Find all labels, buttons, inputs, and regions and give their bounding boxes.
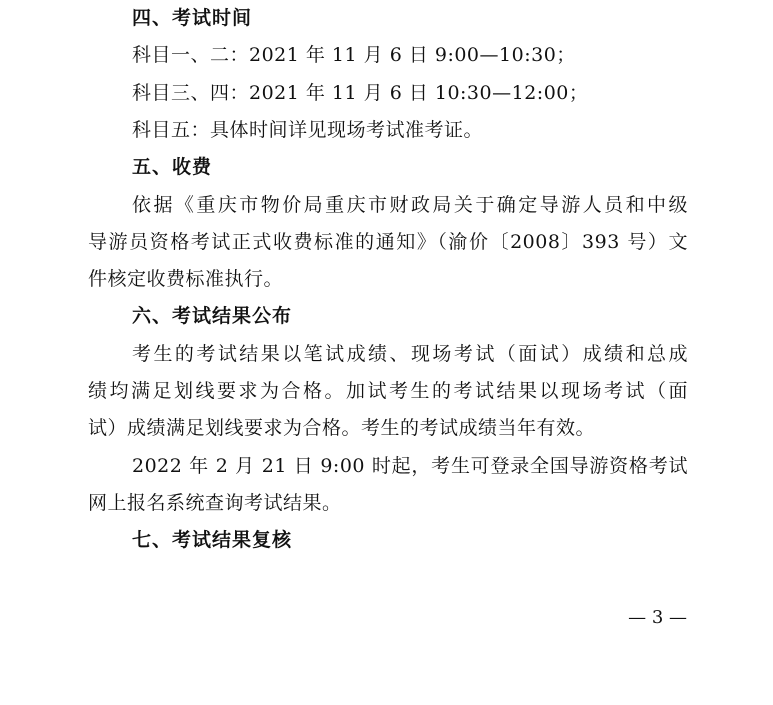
section-heading-exam-time: 四、考试时间 (132, 7, 253, 29)
results-date-paragraph-line: 网上报名系统查询考试结果。 (88, 492, 342, 514)
fees-paragraph-line: 件核定收费标准执行。 (88, 268, 284, 290)
exam-time-subjects-3-4: 科目三、四：2021 年 11 月 6 日 10:30—12:00； (132, 82, 589, 104)
results-date-paragraph-line: 2022 年 2 月 21 日 9:00 时起，考生可登录全国导游资格考试 (132, 455, 688, 477)
section-heading-fees: 五、收费 (132, 156, 213, 178)
results-paragraph-line: 考生的考试结果以笔试成绩、现场考试（面试）成绩和总成 (132, 343, 688, 365)
section-heading-results-review: 七、考试结果复核 (132, 529, 293, 551)
fees-paragraph-line: 依据《重庆市物价局重庆市财政局关于确定导游人员和中级 (132, 194, 688, 216)
results-paragraph-line: 绩均满足划线要求为合格。加试考生的考试结果以现场考试（面 (88, 380, 688, 402)
exam-time-subject-5: 科目五：具体时间详见现场考试准考证。 (132, 119, 484, 141)
section-heading-results: 六、考试结果公布 (132, 305, 293, 327)
exam-time-subjects-1-2: 科目一、二：2021 年 11 月 6 日 9:00—10:30； (132, 44, 576, 66)
page-number: — 3 — (628, 607, 687, 628)
results-paragraph-line: 试）成绩满足划线要求为合格。考生的考试成绩当年有效。 (88, 417, 596, 439)
fees-paragraph-line: 导游员资格考试正式收费标准的通知》（渝价〔2008〕393 号）文 (88, 231, 688, 253)
